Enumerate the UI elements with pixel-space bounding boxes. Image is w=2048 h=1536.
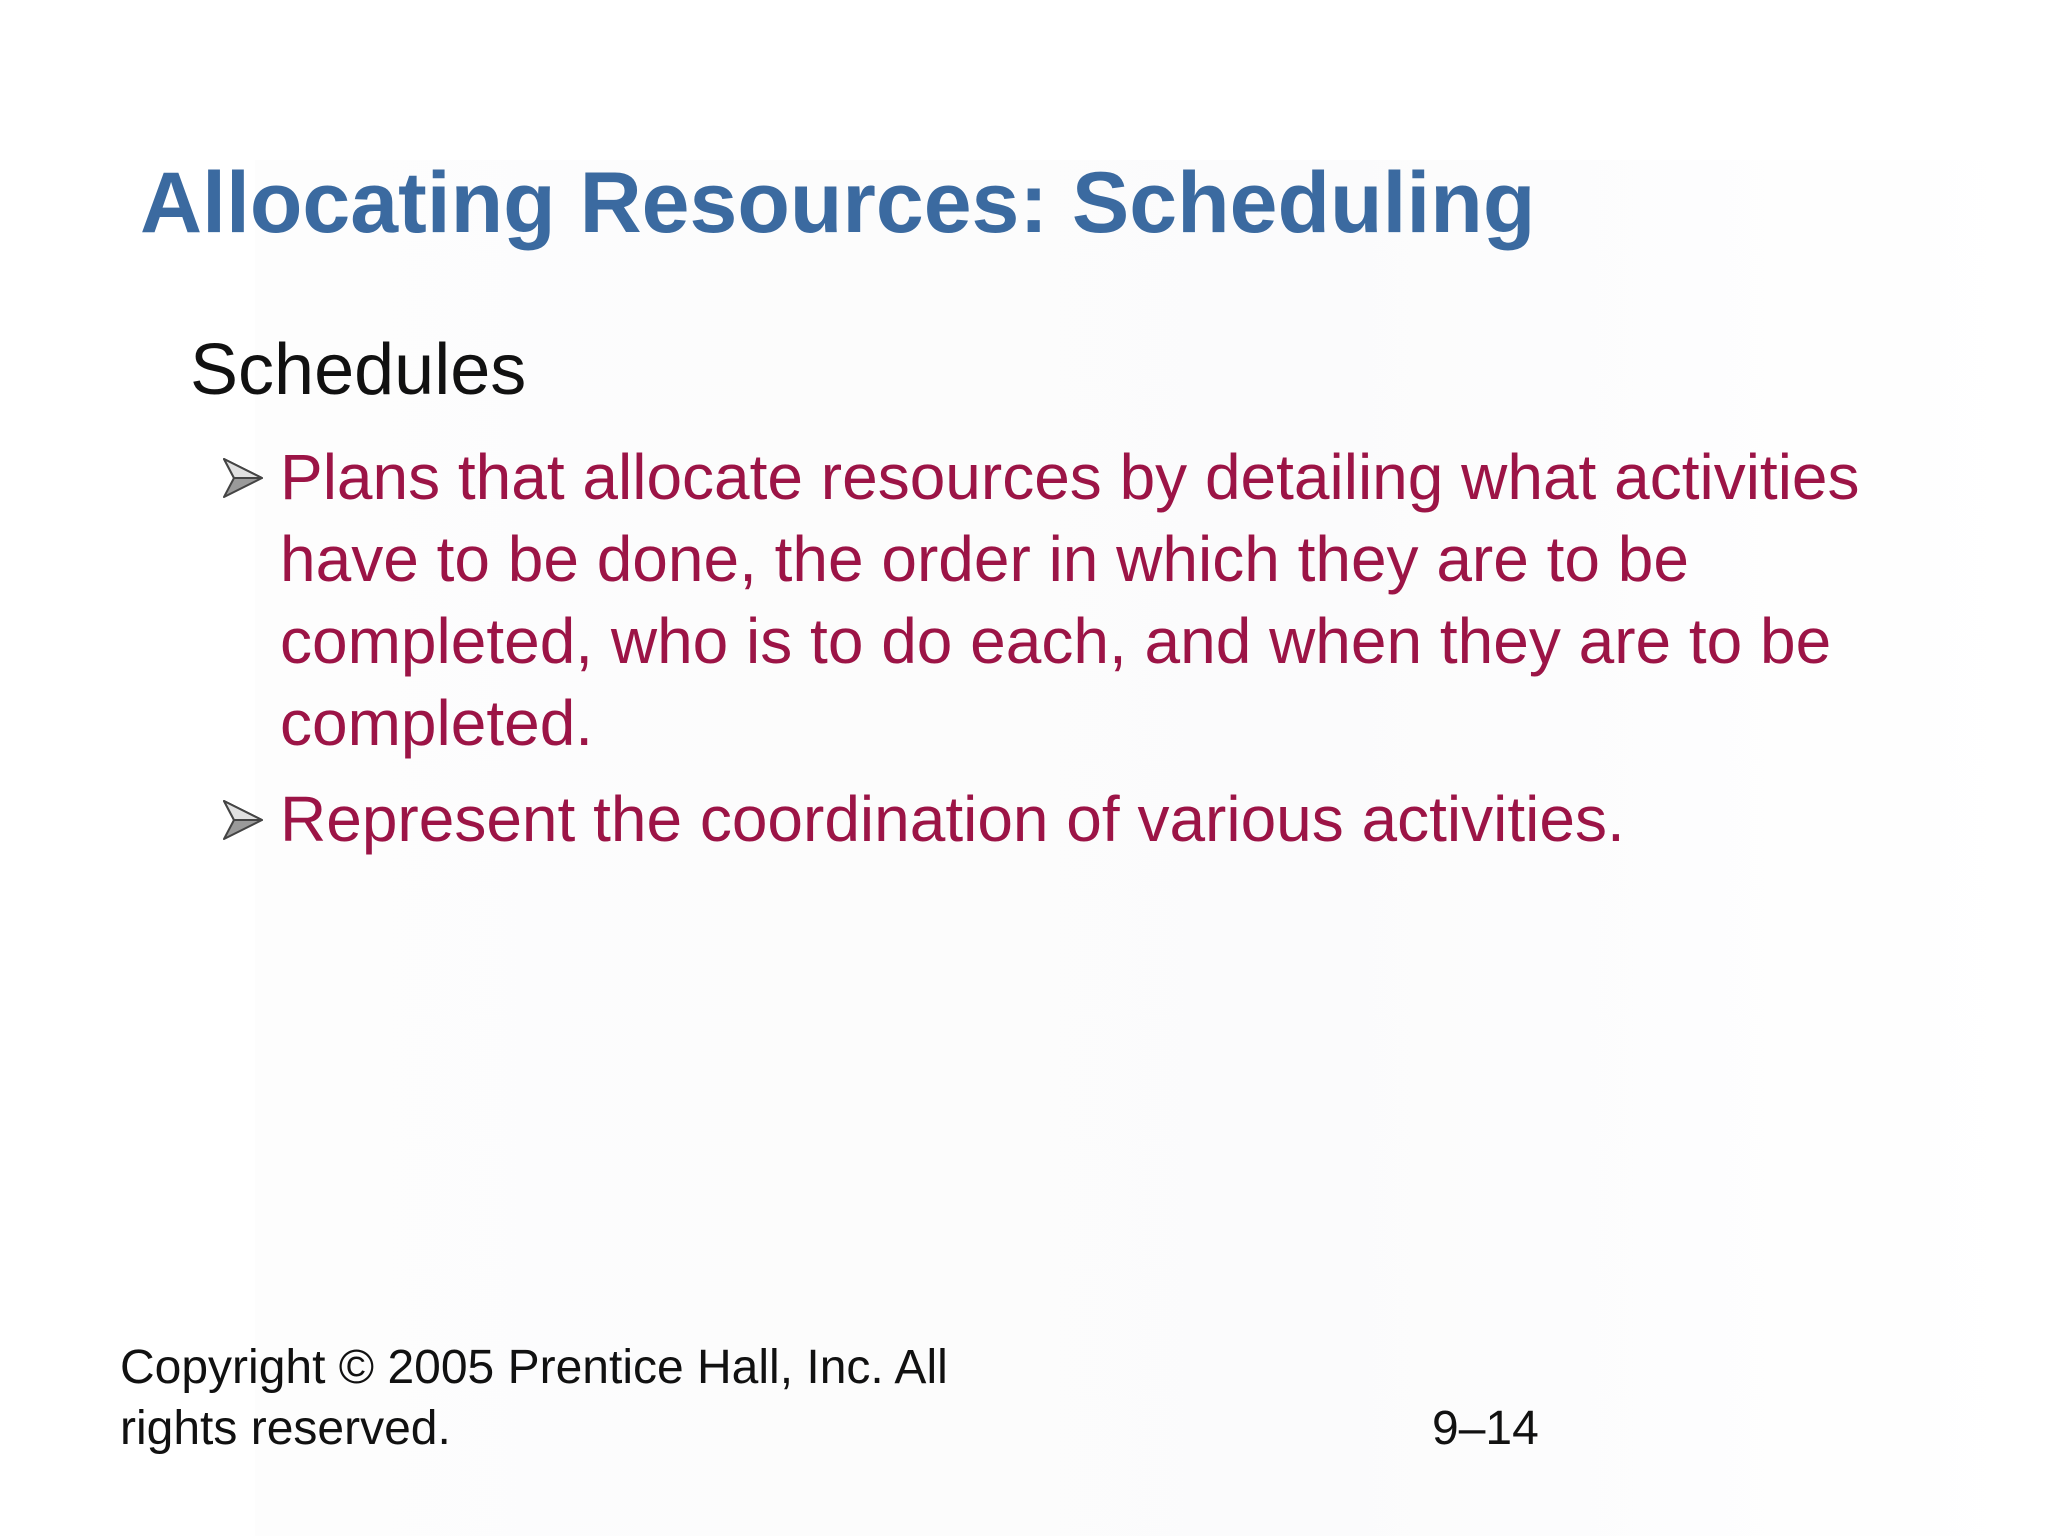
arrowhead-bullet-icon xyxy=(220,778,280,862)
copyright-notice: Copyright © 2005 Prentice Hall, Inc. All rights reserved. xyxy=(120,1341,948,1455)
slide-title: Allocating Resources: Scheduling xyxy=(140,155,1536,251)
bullet-text: Plans that allocate resources by detailing what activities have to be done, the order in which they are to be completed, who is to do each, and when they are to be completed. xyxy=(280,441,1860,759)
bullet-item xyxy=(220,778,1900,862)
section-heading: Schedules xyxy=(190,330,527,410)
bullet-text: Represent the coordination of various activities. xyxy=(280,783,1625,855)
bullet-item xyxy=(220,436,1900,764)
page-number: 9–14 xyxy=(1432,1402,1539,1455)
arrowhead-bullet-icon xyxy=(220,436,280,520)
